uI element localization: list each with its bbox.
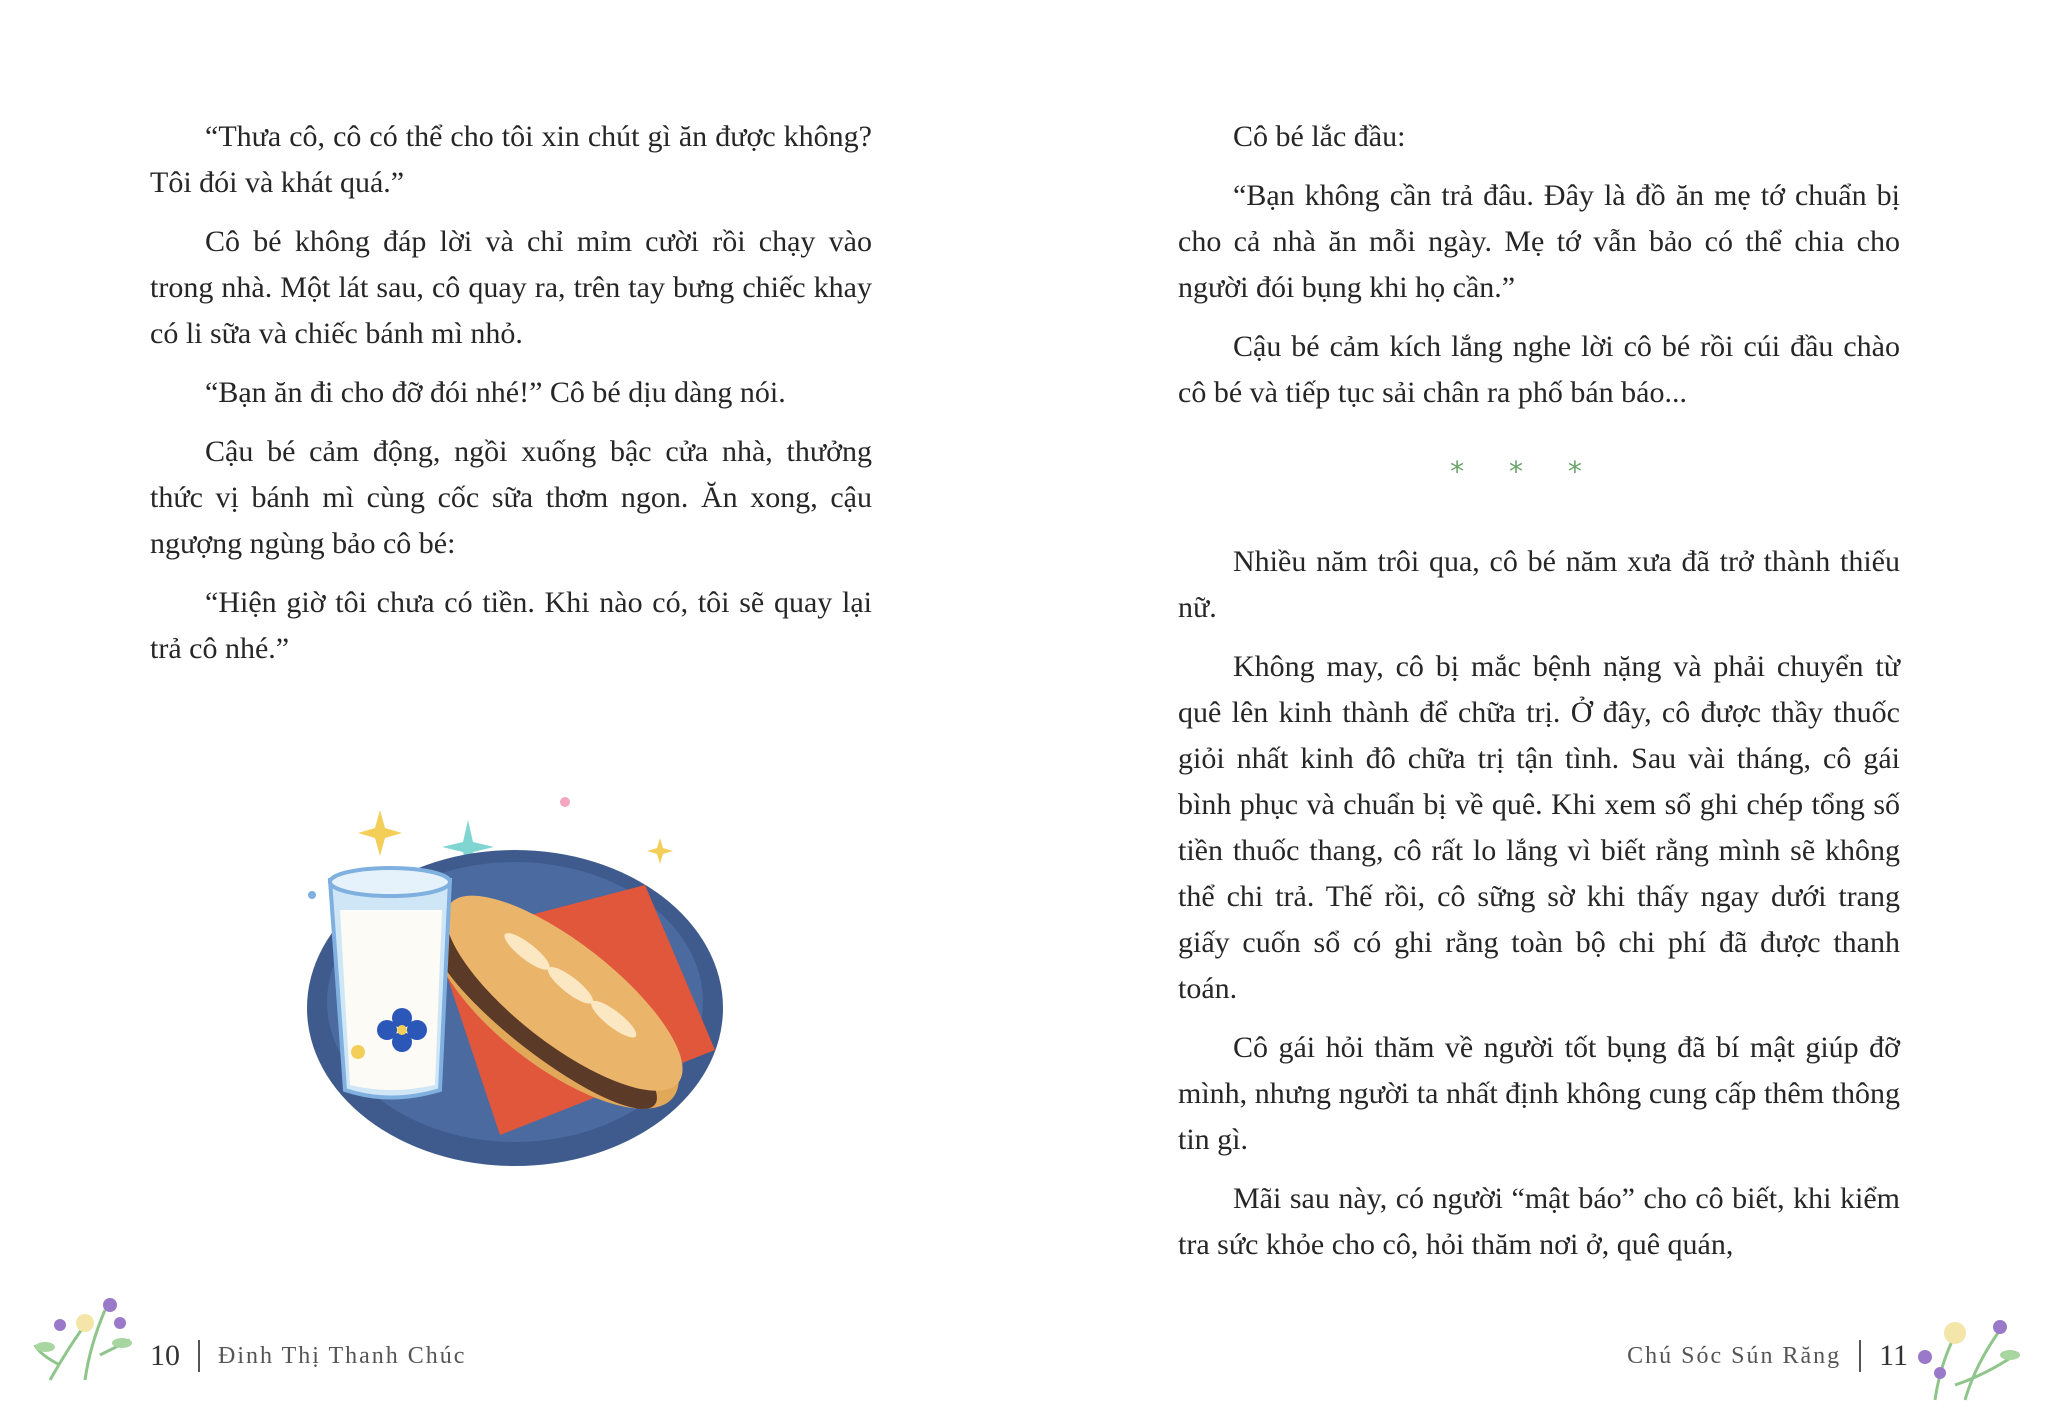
paragraph: Nhiều năm trôi qua, cô bé năm xưa đã trở thành thiếu nữ. [1178,545,1900,624]
right-body-text-top [1178,114,1900,429]
paragraph: “Bạn không cần trả đâu. Đây là đồ ăn mẹ tớ chuẩn bị cho cả nhà ăn mỗi ngày. Mẹ tớ vẫn bảo có thể chia cho người đói bụng khi họ cần.” [1178,179,1900,304]
paragraph: Mãi sau này, có người “mật báo” cho cô biết, khi kiểm tra sức khỏe cho cô, hỏi thăm nơi ở, quê quán, [1178,1182,1900,1261]
left-body-text [150,114,872,685]
dot-decoration [308,891,316,899]
flower-icon [351,1045,365,1059]
paragraph: “Thưa cô, cô có thể cho tôi xin chút gì ăn được không? Tôi đói và khát quá.” [150,120,872,199]
paragraph: Cậu bé cảm động, ngồi xuống bậc cửa nhà, thưởng thức vị bánh mì cùng cốc sữa thơm ngon. Ăn xong, cậu ngượng ngùng bảo cô bé: [150,435,872,560]
milk-glass [330,868,450,1098]
footer-right [1627,1336,1908,1376]
paragraph: “Hiện giờ tôi chưa có tiền. Khi nào có, tôi sẽ quay lại trả cô nhé.” [150,586,872,665]
footer-left [150,1336,466,1376]
paragraph: Cậu bé cảm kích lắng nghe lời cô bé rồi cúi đầu chào cô bé và tiếp tục sải chân ra phố bán báo... [1178,330,1900,409]
paragraph: Cô bé lắc đầu: [1233,120,1406,153]
scene-break: * * * [1450,455,1600,488]
dot-decoration [560,797,570,807]
footer-divider [1859,1340,1861,1372]
paragraph: Không may, cô bị mắc bệnh nặng và phải chuyển từ quê lên kinh thành để chữa trị. Ở đây, cô được thầy thuốc giỏi nhất kinh đô chữa trị tận tình. Sau vài tháng, cô gái bình phục và chuẩn bị về quê. Khi xem sổ ghi chép tổng số tiền thuốc thang, cô rất lo lắng vì biết rằng mình sẽ không thể chi trả. Thế rồi, cô sững sờ khi thấy ngay dưới trang giấy cuốn sổ có ghi rằng toàn bộ chi phí đã được thanh toán. [1178,650,1900,1005]
page-number: 11 [1879,1339,1908,1372]
paragraph: “Bạn ăn đi cho đỡ đói nhé!” Cô bé dịu dàng nói. [205,376,786,409]
flower-decoration-icon [1905,1295,2025,1405]
running-title-book: Chú Sóc Sún Răng [1627,1342,1842,1369]
page-number: 10 [150,1339,180,1372]
footer-divider [198,1340,200,1372]
paragraph: Cô gái hỏi thăm về người tốt bụng đã bí mật giúp đỡ mình, nhưng người ta nhất định không cung cấp thêm thông tin gì. [1178,1031,1900,1156]
running-title-author: Đinh Thị Thanh Chúc [218,1342,467,1369]
right-body-text-bottom [1178,539,1900,1281]
milk-and-bread-plate-illustration [290,790,750,1180]
flower-decoration-icon [30,1285,140,1385]
paragraph: Cô bé không đáp lời và chỉ mỉm cười rồi chạy vào trong nhà. Một lát sau, cô quay ra, trên tay bưng chiếc khay có li sữa và chiếc bánh mì nhỏ. [150,225,872,350]
